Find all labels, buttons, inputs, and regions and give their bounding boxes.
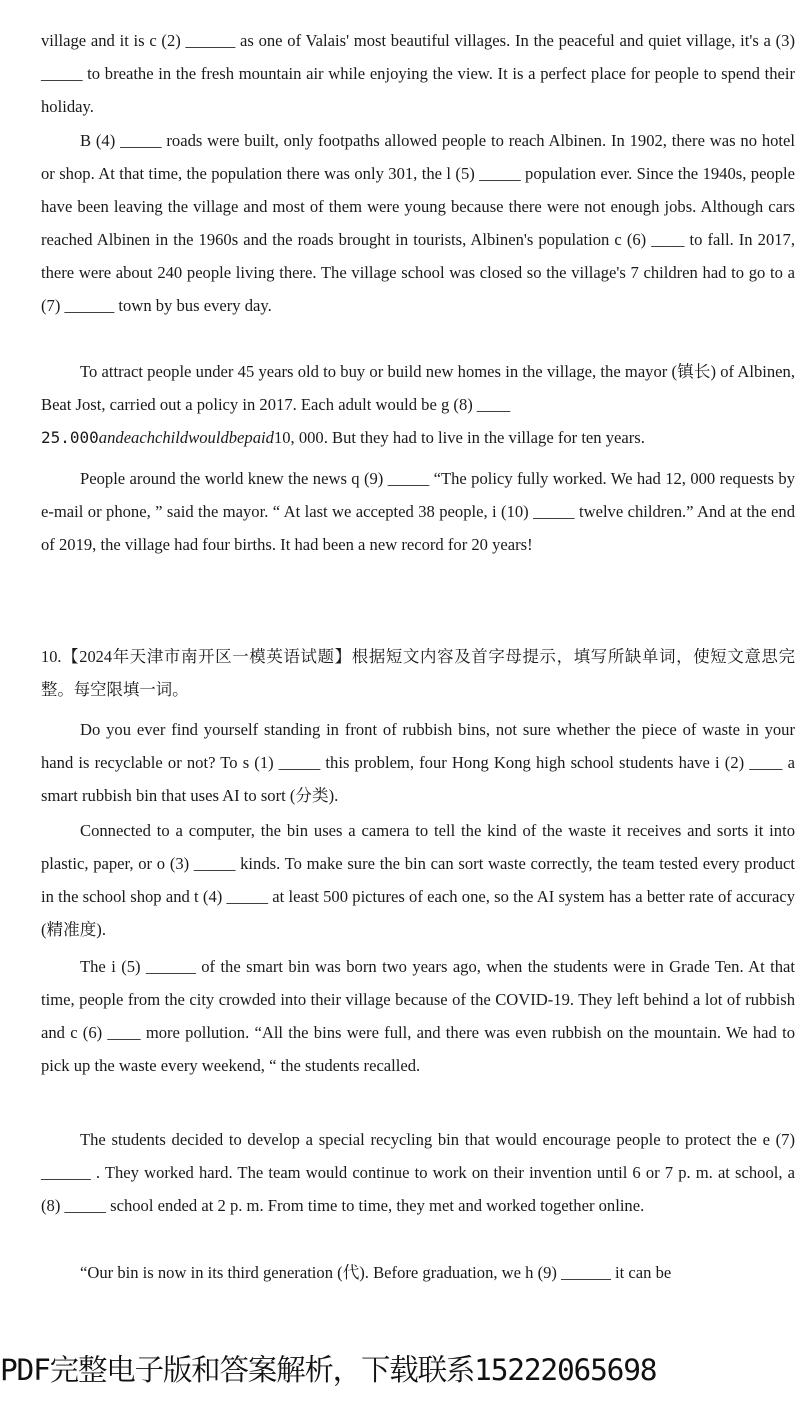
question-10-paragraph-1: Do you ever find yourself standing in front of rubbish bins, not sure whether the piece of waste in your hand is recyclable or not? To s (1) _____ this problem, four Hong Kong high school students have i (2) ____ a smart rubbish bin that uses AI to sort (分类). xyxy=(41,720,795,805)
question-10-paragraph-4: The students decided to develop a special recycling bin that would encourage people to protect the e (7) ______ . They worked hard. The team would continue to work on their invention until 6 or 7 p. m. at school, a (8) _____ school ended at 2 p. m. From time to time, they met and worked together online. xyxy=(41,1130,795,1215)
passage-a-paragraph-2: B (4) _____ roads were built, only footpaths allowed people to reach Albinen. In 1902, there was no hotel or shop. At that time, the population there was only 301, the l (5) _____ population ever. Since the 1940s, people have been leaving the village and most of them were young because there were not enough jobs. Although cars reached Albinen in the 1960s and the roads brought in tourists, Albinen's population c (6) ____ to fall. In 2017, there were about 240 people living there. The village school was closed so the village's 7 children had to go to a (7) ______ town by bus every day. xyxy=(41,131,795,315)
passage-a-paragraph-3-line-1: To attract people under 45 years old to buy or build new homes in the village, the mayor (镇长) of Albinen, Beat Jost, carried out a policy in 2017. Each adult would be g (8) ____ xyxy=(41,362,795,414)
passage-a-paragraph-1: village and it is c (2) ______ as one of Valais' most beautiful villages. In the peaceful and quiet village, it's a (3) _____ to breathe in the fresh mountain air while enjoying the view. It is a perfect place for people to spend their holiday. xyxy=(41,31,795,116)
passage-a-paragraph-3-line-2-end: 10, 000. But they had to live in the village for ten years. xyxy=(273,428,645,447)
passage-a-paragraph-4: People around the world knew the news q (9) _____ “The policy fully worked. We had 12, 000 requests by e-mail or phone, ” said the mayor. “ At last we accepted 38 people, i (10) _____ twelve children.” And at the end of 2019, the village had four births. It had been a new record for 20 years! xyxy=(41,469,795,554)
question-10-heading: 10.【2024年天津市南开区一模英语试题】根据短文内容及首字母提示，填写所缺单词，使短文意思完整。每空限填一词。 xyxy=(41,647,795,699)
question-10-paragraph-2: Connected to a computer, the bin uses a camera to tell the kind of the waste it receives and sorts it into plastic, paper, or o (3) _____ kinds. To make sure the bin can sort waste correctly, the team tested every product in the school shop and t (4) _____ at least 500 pictures of each one, so the AI system has a better rate of accuracy (精准度). xyxy=(41,821,795,939)
passage-a-paragraph-3-amount: 25.000 xyxy=(41,428,99,447)
question-10-paragraph-3: The i (5) ______ of the smart bin was born two years ago, when the students were in Grade Ten. At that time, people from the city crowded into their village because of the COVID-19. They left behind a lot of rubbish and c (6) ____ more pollution. “All the bins were full, and there was even rubbish on the mountain. We had to pick up the waste every weekend, “ the students recalled. xyxy=(41,957,795,1075)
question-10-paragraph-5: “Our bin is now in its third generation (代). Before graduation, we h (9) ______ it can be xyxy=(80,1263,672,1282)
passage-a-paragraph-3 xyxy=(41,355,795,454)
download-contact-footer: PDF完整电子版和答案解析，下载联系15222065698 xyxy=(0,1353,657,1387)
passage-a-paragraph-3-italic-run: andeachchildwouldbepaid xyxy=(98,428,274,447)
